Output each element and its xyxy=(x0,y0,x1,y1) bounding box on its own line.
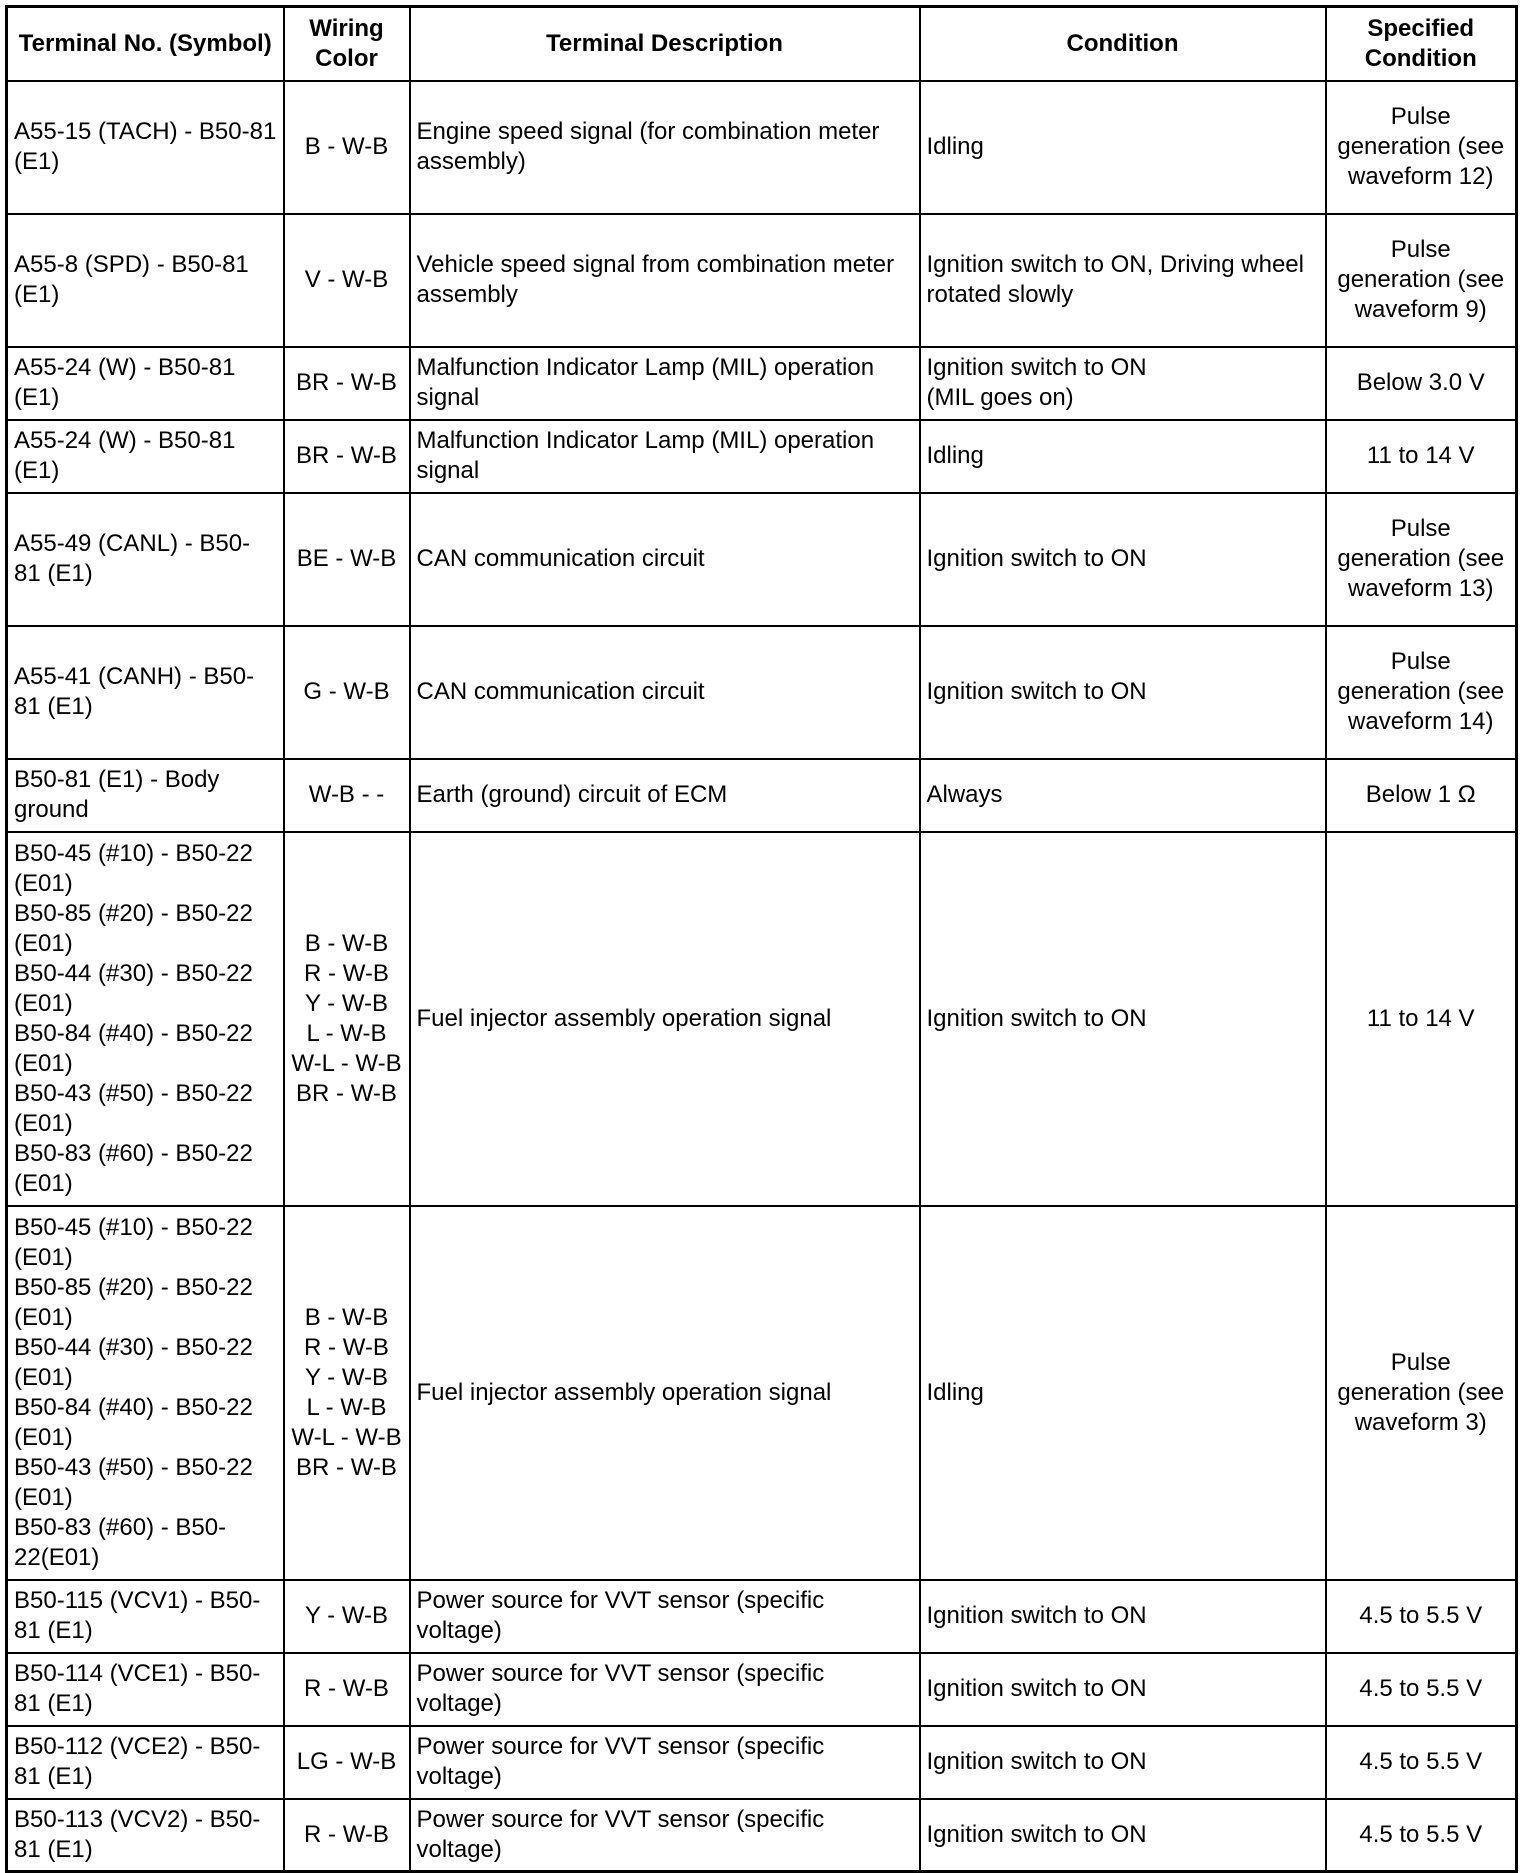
wiring-color-cell: B - W-B xyxy=(284,81,410,214)
terminal-cell: A55-15 (TACH) - B50-81 (E1) xyxy=(7,81,284,214)
description-cell: Malfunction Indicator Lamp (MIL) operation signal xyxy=(410,347,920,420)
terminal-cell: A55-8 (SPD) - B50-81 (E1) xyxy=(7,214,284,347)
description-cell: Vehicle speed signal from combination meter assembly xyxy=(410,214,920,347)
table-row xyxy=(7,759,1517,832)
specified-condition-cell: Pulse generation (see waveform 12) xyxy=(1326,81,1517,214)
condition-cell: Idling xyxy=(920,81,1326,214)
description-cell: CAN communication circuit xyxy=(410,626,920,759)
terminal-cell: B50-81 (E1) - Body ground xyxy=(7,759,284,832)
description-cell: Fuel injector assembly operation signal xyxy=(410,1206,920,1580)
specified-condition-cell: Pulse generation (see waveform 9) xyxy=(1326,214,1517,347)
terminal-cell: B50-45 (#10) - B50-22 (E01) B50-85 (#20) - B50-22 (E01) B50-44 (#30) - B50-22 (E01) B50-84 (#40) - B50-22 (E01) B50-43 (#50) - B50-22 (E01) B50-83 (#60) - B50-22(E01) xyxy=(7,1206,284,1580)
table-row xyxy=(7,493,1517,626)
terminal-cell: B50-113 (VCV2) - B50-81 (E1) xyxy=(7,1799,284,1872)
table-row xyxy=(7,1726,1517,1799)
condition-cell: Ignition switch to ON xyxy=(920,1726,1326,1799)
condition-cell: Ignition switch to ON xyxy=(920,493,1326,626)
specified-condition-cell: Below 3.0 V xyxy=(1326,347,1517,420)
header-specified-condition: Specified Condition xyxy=(1326,7,1517,81)
header-condition: Condition xyxy=(920,7,1326,81)
wiring-color-cell: BE - W-B xyxy=(284,493,410,626)
wiring-color-cell: Y - W-B xyxy=(284,1580,410,1653)
wiring-color-cell: BR - W-B xyxy=(284,347,410,420)
description-cell: Fuel injector assembly operation signal xyxy=(410,832,920,1206)
specified-condition-cell: 4.5 to 5.5 V xyxy=(1326,1726,1517,1799)
header-wiring-color: Wiring Color xyxy=(284,7,410,81)
description-cell: Power source for VVT sensor (specific voltage) xyxy=(410,1799,920,1872)
table-row xyxy=(7,832,1517,1206)
header-terminal-description: Terminal Description xyxy=(410,7,920,81)
table-row xyxy=(7,420,1517,493)
condition-cell: Always xyxy=(920,759,1326,832)
wiring-color-cell: W-B - - xyxy=(284,759,410,832)
description-cell: Power source for VVT sensor (specific voltage) xyxy=(410,1726,920,1799)
terminal-cell: A55-24 (W) - B50-81 (E1) xyxy=(7,347,284,420)
terminal-cell: B50-45 (#10) - B50-22 (E01) B50-85 (#20) - B50-22 (E01) B50-44 (#30) - B50-22 (E01) B50-84 (#40) - B50-22 (E01) B50-43 (#50) - B50-22 (E01) B50-83 (#60) - B50-22 (E01) xyxy=(7,832,284,1206)
description-cell: CAN communication circuit xyxy=(410,493,920,626)
specified-condition-cell: Below 1 Ω xyxy=(1326,759,1517,832)
terminal-cell: A55-24 (W) - B50-81 (E1) xyxy=(7,420,284,493)
condition-cell: Idling xyxy=(920,420,1326,493)
wiring-color-cell: LG - W-B xyxy=(284,1726,410,1799)
specified-condition-cell: Pulse generation (see waveform 3) xyxy=(1326,1206,1517,1580)
table-row xyxy=(7,214,1517,347)
condition-cell: Ignition switch to ON xyxy=(920,1580,1326,1653)
terminal-cell: B50-115 (VCV1) - B50-81 (E1) xyxy=(7,1580,284,1653)
table-row xyxy=(7,626,1517,759)
wiring-color-cell: BR - W-B xyxy=(284,420,410,493)
specified-condition-cell: Pulse generation (see waveform 13) xyxy=(1326,493,1517,626)
wiring-color-cell: R - W-B xyxy=(284,1799,410,1872)
specified-condition-cell: 4.5 to 5.5 V xyxy=(1326,1799,1517,1872)
terminal-cell: B50-112 (VCE2) - B50-81 (E1) xyxy=(7,1726,284,1799)
header-terminal: Terminal No. (Symbol) xyxy=(7,7,284,81)
table-row xyxy=(7,347,1517,420)
wiring-color-cell: B - W-B R - W-B Y - W-B L - W-B W-L - W-B BR - W-B xyxy=(284,832,410,1206)
description-cell: Power source for VVT sensor (specific voltage) xyxy=(410,1580,920,1653)
condition-cell: Ignition switch to ON xyxy=(920,832,1326,1206)
condition-cell: Ignition switch to ON xyxy=(920,626,1326,759)
wiring-color-cell: V - W-B xyxy=(284,214,410,347)
description-cell: Power source for VVT sensor (specific voltage) xyxy=(410,1653,920,1726)
condition-cell: Ignition switch to ON xyxy=(920,1799,1326,1872)
table-row xyxy=(7,81,1517,214)
wiring-color-cell: R - W-B xyxy=(284,1653,410,1726)
specified-condition-cell: 11 to 14 V xyxy=(1326,832,1517,1206)
terminal-spec-table xyxy=(5,5,1518,1873)
table-body xyxy=(7,81,1517,1872)
table-row xyxy=(7,1580,1517,1653)
description-cell: Engine speed signal (for combination meter assembly) xyxy=(410,81,920,214)
specified-condition-cell: 4.5 to 5.5 V xyxy=(1326,1580,1517,1653)
condition-cell: Ignition switch to ON, Driving wheel rotated slowly xyxy=(920,214,1326,347)
specified-condition-cell: Pulse generation (see waveform 14) xyxy=(1326,626,1517,759)
specified-condition-cell: 11 to 14 V xyxy=(1326,420,1517,493)
terminal-cell: A55-41 (CANH) - B50-81 (E1) xyxy=(7,626,284,759)
table-row xyxy=(7,1799,1517,1872)
condition-cell: Idling xyxy=(920,1206,1326,1580)
wiring-color-cell: G - W-B xyxy=(284,626,410,759)
wiring-color-cell: B - W-B R - W-B Y - W-B L - W-B W-L - W-B BR - W-B xyxy=(284,1206,410,1580)
condition-cell: Ignition switch to ON (MIL goes on) xyxy=(920,347,1326,420)
terminal-cell: B50-114 (VCE1) - B50-81 (E1) xyxy=(7,1653,284,1726)
table-row xyxy=(7,1653,1517,1726)
description-cell: Earth (ground) circuit of ECM xyxy=(410,759,920,832)
table-row xyxy=(7,1206,1517,1580)
description-cell: Malfunction Indicator Lamp (MIL) operation signal xyxy=(410,420,920,493)
terminal-cell: A55-49 (CANL) - B50-81 (E1) xyxy=(7,493,284,626)
specified-condition-cell: 4.5 to 5.5 V xyxy=(1326,1653,1517,1726)
header-row xyxy=(7,7,1517,81)
condition-cell: Ignition switch to ON xyxy=(920,1653,1326,1726)
